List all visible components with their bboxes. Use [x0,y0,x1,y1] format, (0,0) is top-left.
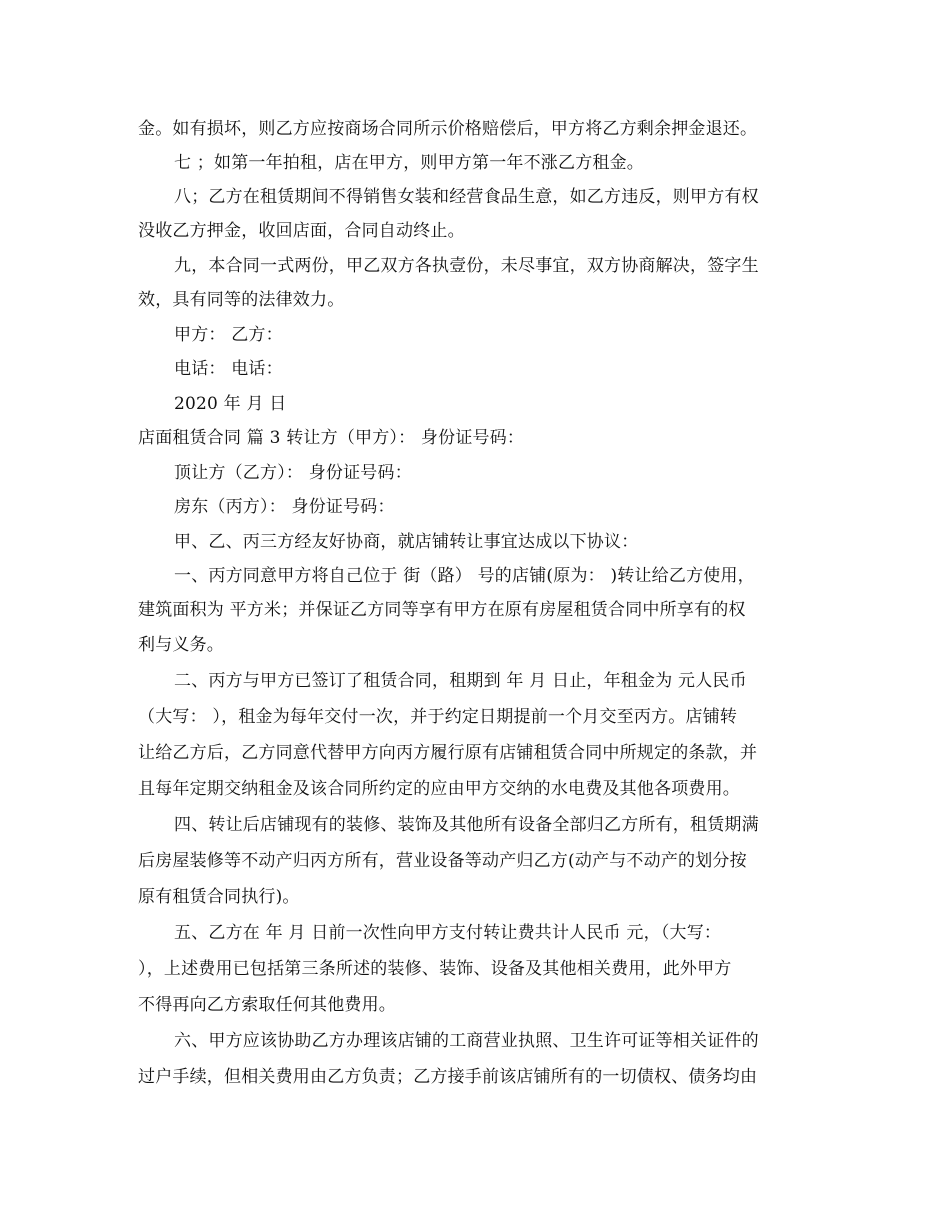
text-line-15: 建筑面积为 平方米；并保证乙方同等享有甲方在原有房屋租赁合同中所享有的权 [138,600,746,620]
date-line: 2020 年 月 日 [174,394,287,414]
text-line-18: （大写： ），租金为每年交付一次，并于约定日期提前一个月交至丙方。店铺转 [138,707,738,727]
text-line-21: 四、转让后店铺现有的装修、装饰及其他所有设备全部归乙方所有，租赁期满 [174,815,759,835]
text-line-22: 后房屋装修等不动产归丙方所有，营业设备等动产归乙方(动产与不动产的划分按 [138,851,747,871]
text-line-14: 一、丙方同意甲方将自己位于 街（路） 号的店铺(原为： )转让给乙方使用， [174,566,755,586]
text-line-16: 利与义务。 [138,635,224,655]
text-line-17: 二、丙方与甲方已签订了租赁合同，租期到 年 月 日止，年租金为 元人民币 [174,671,747,691]
text-line-20: 且每年定期交纳租金及该合同所约定的应由甲方交纳的水电费及其他各项费用。 [138,779,740,799]
text-line-24: 五、乙方在 年 月 日前一次性向甲方支付转让费共计人民币 元，（大写： [174,923,722,943]
signature-party-line: 甲方： 乙方： [174,325,283,345]
text-line-2: 七 ；如第一年拍租，店在甲方，则甲方第一年不涨乙方租金。 [174,153,645,173]
text-line-12: 房东（丙方）： 身份证号码： [174,497,395,517]
text-line-25: ），上述费用已包括第三条所述的装修、装饰、设备及其他相关费用，此外甲方 [138,959,732,979]
text-line-28: 过户手续，但相关费用由乙方负责；乙方接手前该店铺所有的一切债权、债务均由 [138,1067,758,1087]
phone-line: 电话： 电话： [174,359,283,379]
text-line-6: 效，具有同等的法律效力。 [138,290,345,310]
text-line-23: 原有租赁合同执行)。 [138,887,300,907]
text-line-26: 不得再向乙方索取任何其他费用。 [138,995,396,1015]
text-line-1: 金。如有损坏，则乙方应按商场合同所示价格赔偿后，甲方将乙方剩余押金退还。 [138,119,758,139]
text-line-4: 没收乙方押金，收回店面，合同自动终止。 [138,221,465,241]
contract-heading-line: 店面租赁合同 篇 3 转让方（甲方）： 身份证号码： [138,428,525,448]
text-line-5: 九，本合同一式两份，甲乙双方各执壹份，未尽事宜，双方协商解决，签字生 [174,256,759,276]
text-line-27: 六、甲方应该协助乙方办理该店铺的工商营业执照、卫生许可证等相关证件的 [174,1031,759,1051]
text-line-11: 顶让方（乙方）： 身份证号码： [174,463,412,483]
text-line-19: 让给乙方后，乙方同意代替甲方向丙方履行原有店铺租赁合同中所规定的条款，并 [138,743,758,763]
text-line-13: 甲、乙、丙三方经友好协商，就店铺转让事宜达成以下协议： [174,532,639,552]
text-line-3: 八；乙方在租赁期间不得销售女装和经营食品生意，如乙方违反，则甲方有权 [174,187,759,207]
